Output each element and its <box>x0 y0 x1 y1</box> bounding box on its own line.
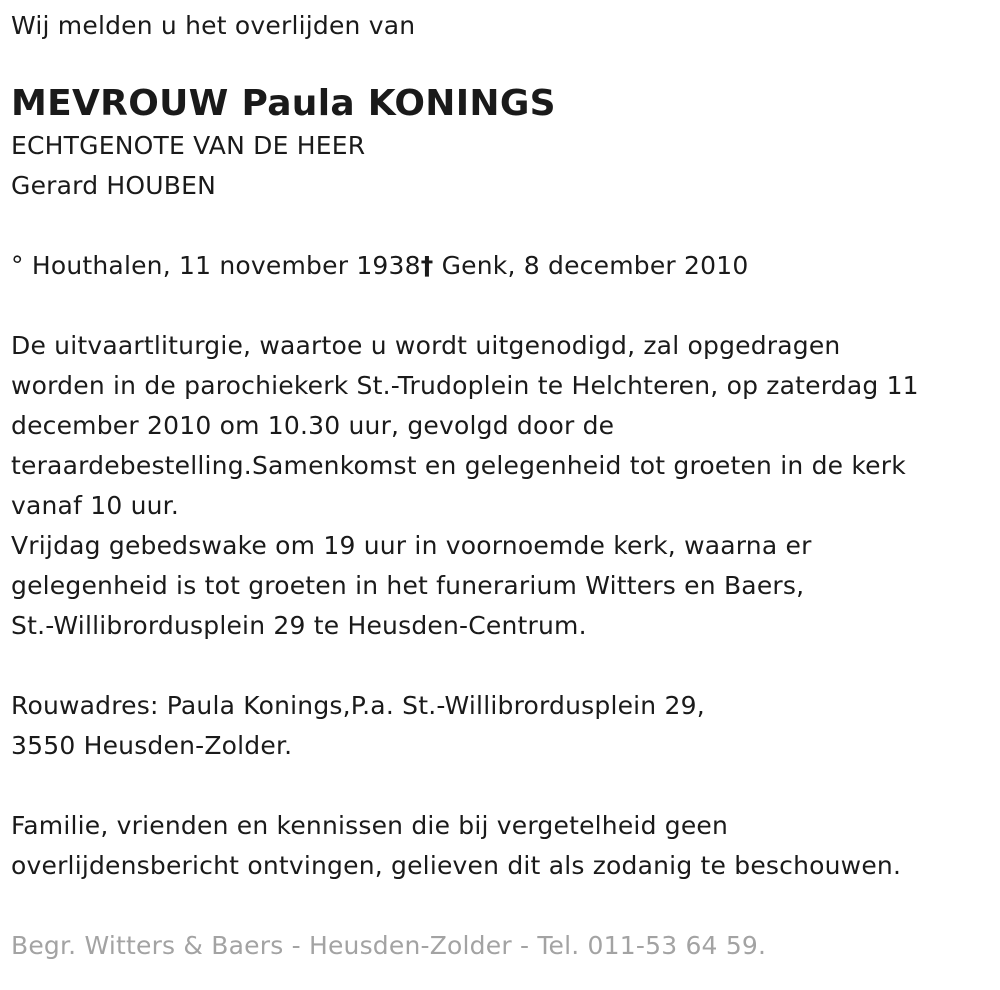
spacer <box>11 646 986 686</box>
cross-icon: † <box>420 251 434 280</box>
funeral-line: De uitvaartliturgie, waartoe u wordt uitgenodigd, zal opgedragen <box>11 331 841 360</box>
deceased-name: MEVROUW Paula KONINGS <box>11 83 556 124</box>
funeral-line: Vrijdag gebedswake om 19 uur in voornoemde kerk, waarna er <box>11 531 812 560</box>
undertaker-footer: Begr. Witters & Baers - Heusden-Zolder - Tel. 011-53 64 59. <box>11 931 767 960</box>
spacer <box>11 766 986 806</box>
birth-info: ° Houthalen, 11 november 1938 <box>11 251 421 280</box>
spouse-name: Gerard HOUBEN <box>11 171 217 200</box>
address-line: Rouwadres: Paula Konings,P.a. St.-Willibrordusplein 29, <box>11 691 705 720</box>
birth-death-dates <box>11 246 986 286</box>
closing-line: overlijdensbericht ontvingen, gelieven dit als zodanig te beschouwen. <box>11 851 902 880</box>
spacer <box>11 206 986 246</box>
funeral-line: gelegenheid is tot groeten in het funerarium Witters en Baers, <box>11 571 805 600</box>
spacer <box>11 286 986 326</box>
address-line: 3550 Heusden-Zolder. <box>11 731 293 760</box>
funeral-line: teraardebestelling.Samenkomst en gelegenheid tot groeten in de kerk <box>11 451 906 480</box>
funeral-line: december 2010 om 10.30 uur, gevolgd door de <box>11 411 615 440</box>
mourning-address <box>11 686 986 766</box>
spacer <box>11 886 986 926</box>
spouse-title: ECHTGENOTE VAN DE HEER <box>11 131 366 160</box>
closing-line: Familie, vrienden en kennissen die bij vergetelheid geen <box>11 811 729 840</box>
funeral-line: vanaf 10 uur. <box>11 491 180 520</box>
funeral-line: St.-Willibrordusplein 29 te Heusden-Centrum. <box>11 611 587 640</box>
intro-text: Wij melden u het overlijden van <box>11 11 416 40</box>
funeral-line: worden in de parochiekerk St.-Trudoplein te Helchteren, op zaterdag 11 <box>11 371 919 400</box>
closing-paragraph <box>11 806 986 886</box>
death-info: Genk, 8 december 2010 <box>433 251 749 280</box>
funeral-paragraph <box>11 326 986 646</box>
death-notice <box>11 6 986 966</box>
